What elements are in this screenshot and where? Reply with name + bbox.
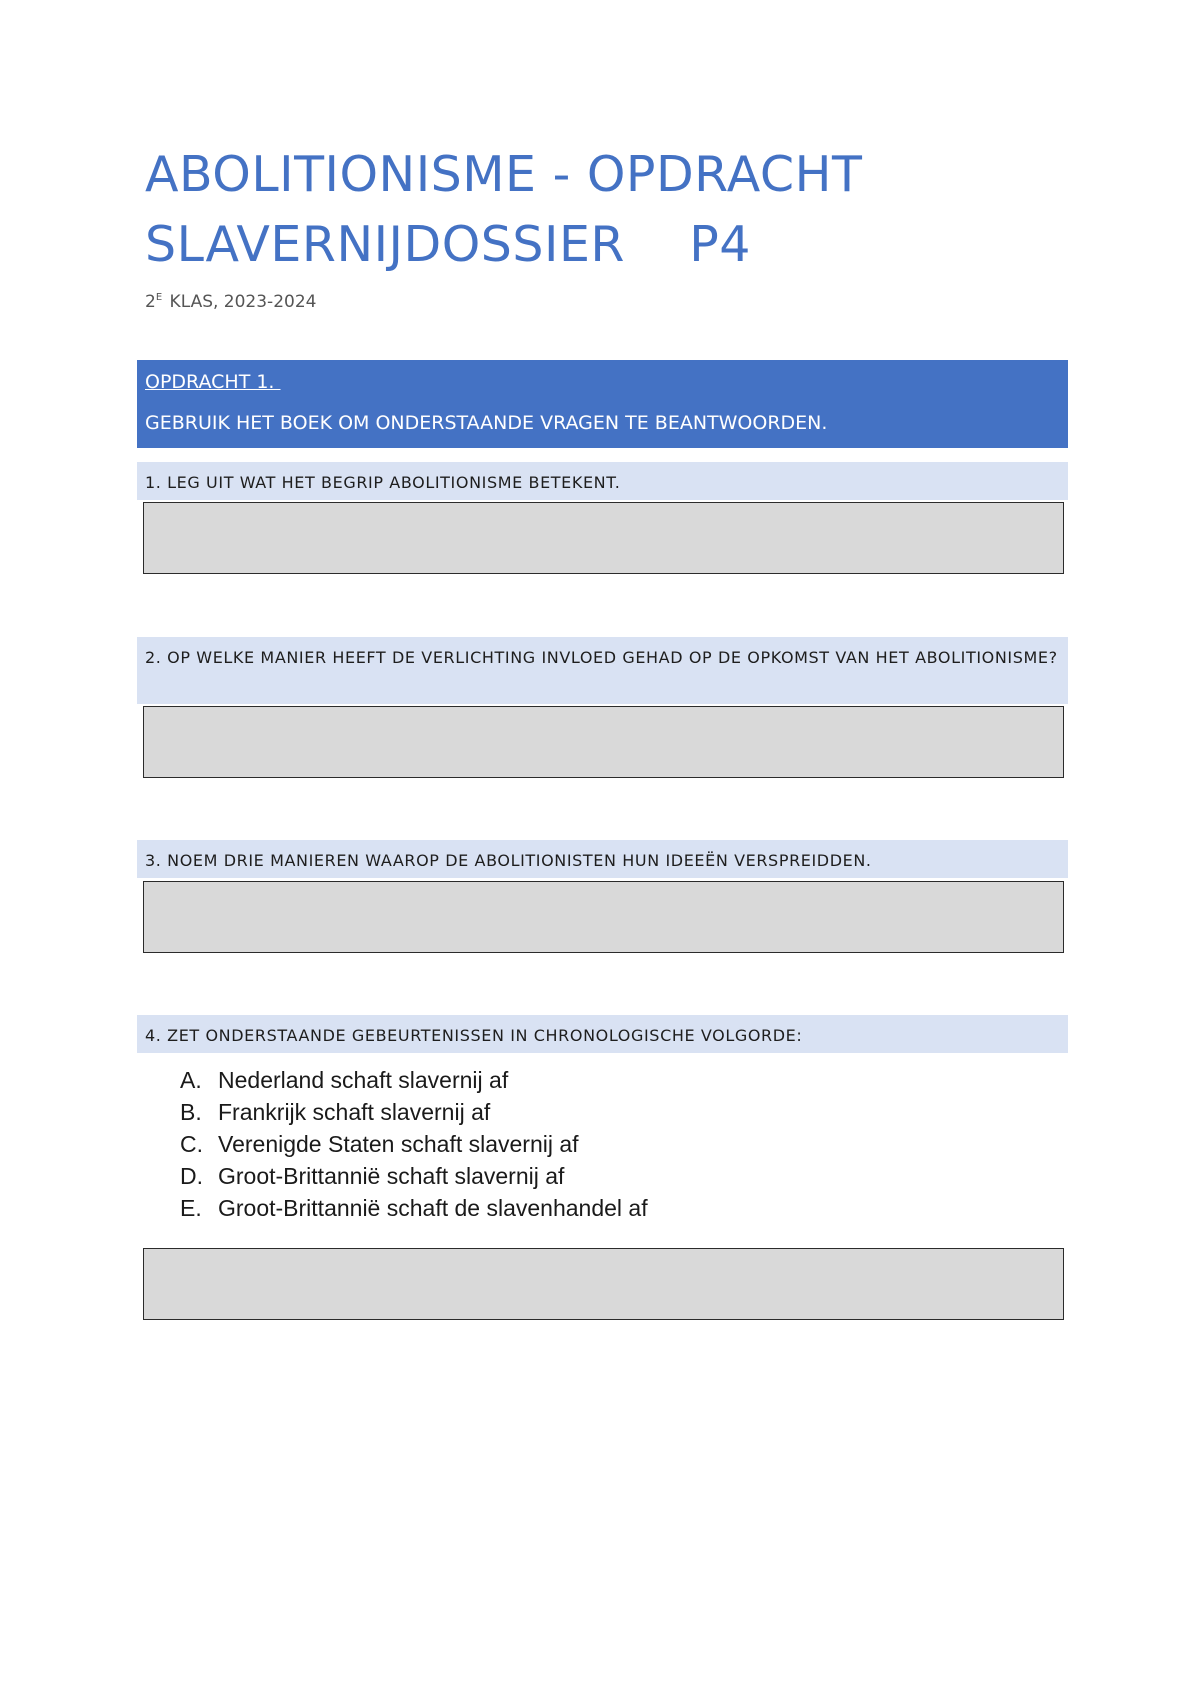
event-item (180, 1192, 648, 1224)
event-list (180, 1064, 648, 1224)
event-letter: E. (180, 1195, 202, 1221)
event-letter: B. (180, 1099, 202, 1125)
event-item (180, 1064, 648, 1096)
question-4: 4. ZET ONDERSTAANDE GEBEURTENISSEN IN CHRONOLOGISCHE VOLGORDE: (137, 1015, 1068, 1053)
assignment-heading: OPDRACHT 1. (145, 371, 281, 393)
event-letter: A. (180, 1067, 202, 1093)
answer-field-1[interactable] (143, 502, 1064, 574)
answer-field-4[interactable] (143, 1248, 1064, 1320)
event-letter: D. (180, 1163, 203, 1189)
assignment-instruction: GEBRUIK HET BOEK OM ONDERSTAANDE VRAGEN TE BEANTWOORDEN. (145, 412, 828, 434)
question-2: 2. OP WELKE MANIER HEEFT DE VERLICHTING INVLOED GEHAD OP DE OPKOMST VAN HET ABOLITIONISME? (137, 637, 1068, 704)
subtitle-text: KLAS, 2023-2024 (164, 292, 317, 312)
event-text: Frankrijk schaft slavernij af (218, 1099, 491, 1125)
event-item (180, 1128, 648, 1160)
event-letter: C. (180, 1131, 203, 1157)
answer-field-2[interactable] (143, 706, 1064, 778)
grade-number: 2 (145, 292, 156, 312)
document-subtitle (145, 286, 316, 314)
event-text: Nederland schaft slavernij af (218, 1067, 509, 1093)
grade-suffix: E (155, 292, 163, 303)
event-item (180, 1160, 648, 1192)
document-title (145, 140, 862, 280)
event-text: Verenigde Staten schaft slavernij af (218, 1131, 579, 1157)
title-line-2: SLAVERNIJDOSSIER P4 (145, 216, 751, 273)
title-line-1: ABOLITIONISME - OPDRACHT (145, 146, 863, 203)
question-1: 1. LEG UIT WAT HET BEGRIP ABOLITIONISME BETEKENT. (137, 462, 1068, 500)
event-item (180, 1096, 648, 1128)
assignment-header (137, 360, 1068, 448)
event-text: Groot-Brittannië schaft de slavenhandel af (218, 1195, 648, 1221)
answer-field-3[interactable] (143, 881, 1064, 953)
event-text: Groot-Brittannië schaft slavernij af (218, 1163, 565, 1189)
question-3: 3. NOEM DRIE MANIEREN WAAROP DE ABOLITIONISTEN HUN IDEEËN VERSPREIDDEN. (137, 840, 1068, 878)
